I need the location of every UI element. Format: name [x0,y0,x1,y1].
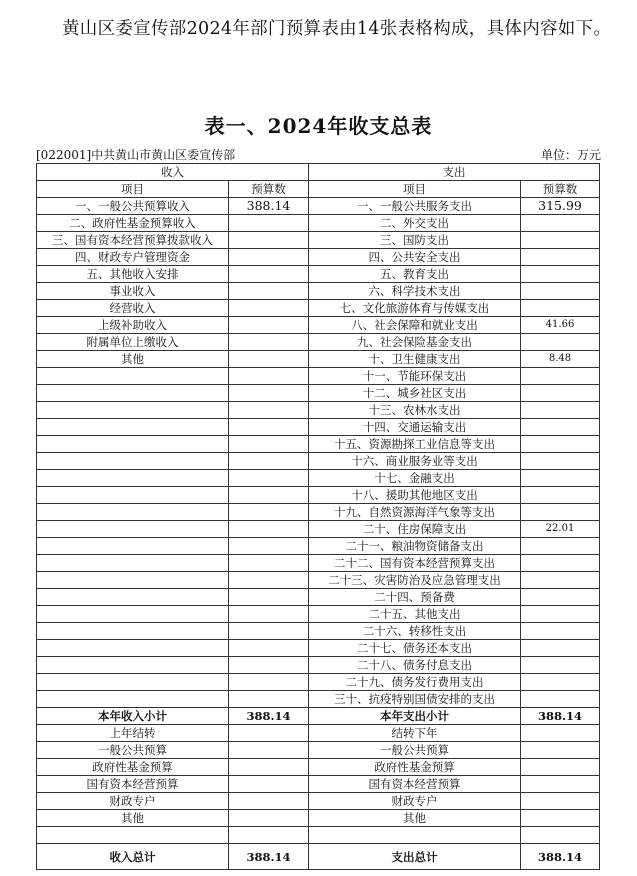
expense-item-header: 项目 [309,181,521,198]
income-value-cell [229,538,309,555]
income-item-cell: 二、政府性基金预算收入 [37,215,229,232]
expense-value-cell [521,300,600,317]
expense-value-cell [521,232,600,249]
expense-value-cell [521,657,600,674]
expense-item-cell: 六、科学技术支出 [309,283,521,300]
section-header-row [37,164,600,181]
table-row [37,453,600,470]
expense-item-cell: 二十二、国有资本经营预算支出 [309,555,521,572]
expense-item-cell: 三、国防支出 [309,232,521,249]
unit-label: 单位：万元 [540,148,601,162]
expense-value-cell [521,402,600,419]
income-value-cell [229,674,309,691]
expense-item-cell: 十七、金融支出 [309,470,521,487]
expense-item-cell: 十五、资源勘探工业信息等支出 [309,436,521,453]
table-row [37,657,600,674]
income-value-cell [229,317,309,334]
income-value-cell [229,402,309,419]
expense-value-cell [521,555,600,572]
table-row [37,266,600,283]
table-row [37,283,600,300]
income-item-cell [37,402,229,419]
expense-value-cell [521,793,600,810]
expense-value-cell [521,215,600,232]
expense-value-cell [521,266,600,283]
income-value-cell [229,810,309,827]
expense-item-cell: 二十九、债务发行费用支出 [309,674,521,691]
table-row [37,317,600,334]
table-title: 表一、2024年收支总表 [204,114,433,138]
income-item-cell: 事业收入 [37,283,229,300]
table-row [37,521,600,538]
income-item-cell [37,555,229,572]
income-value-cell [229,691,309,708]
expense-item-cell: 政府性基金预算 [309,759,521,776]
table-row [37,810,600,827]
budget-summary-table [36,163,600,870]
income-value-cell: 388.14 [229,708,309,725]
expense-value-cell [521,827,600,844]
income-item-cell [37,674,229,691]
income-item-cell: 政府性基金预算 [37,759,229,776]
expense-value-cell [521,674,600,691]
table-row [37,691,600,708]
expense-item-cell: 国有资本经营预算 [309,776,521,793]
income-item-cell [37,827,229,844]
income-value-cell [229,827,309,844]
income-value-cell [229,470,309,487]
income-value-cell [229,334,309,351]
income-item-cell: 本年收入小计 [37,708,229,725]
income-value-cell: 388.14 [229,844,309,870]
income-value-cell [229,419,309,436]
income-value-cell [229,640,309,657]
income-item-cell [37,691,229,708]
table-row [37,419,600,436]
expense-item-cell: 十、卫生健康支出 [309,351,521,368]
income-value-cell [229,249,309,266]
expense-item-cell: 二、外交支出 [309,215,521,232]
table-row [37,368,600,385]
expense-value-cell [521,572,600,589]
expense-item-cell: 四、公共安全支出 [309,249,521,266]
expense-value-cell [521,759,600,776]
expense-budget-header: 预算数 [521,181,600,198]
expense-item-cell: 五、教育支出 [309,266,521,283]
income-item-cell [37,572,229,589]
expense-item-cell: 二十四、预备费 [309,589,521,606]
expense-item-cell: 财政专户 [309,793,521,810]
expense-item-cell: 二十三、灾害防治及应急管理支出 [309,572,521,589]
unit-name: [022001]中共黄山市黄山区委宣传部 [36,148,236,162]
table-row [37,725,600,742]
expense-value-cell: 8.48 [521,351,600,368]
income-item-cell [37,640,229,657]
income-item-cell: 收入总计 [37,844,229,870]
income-item-cell [37,521,229,538]
expense-value-cell [521,776,600,793]
expense-value-cell [521,334,600,351]
expense-value-cell: 22.01 [521,521,600,538]
income-item-cell [37,368,229,385]
expense-value-cell: 388.14 [521,708,600,725]
income-value-cell [229,504,309,521]
income-item-cell: 其他 [37,810,229,827]
expense-item-cell: 一、一般公共服务支出 [309,198,521,215]
income-value-cell [229,521,309,538]
expense-item-cell: 本年支出小计 [309,708,521,725]
table-row [37,640,600,657]
expense-item-cell: 其他 [309,810,521,827]
table-row [37,300,600,317]
table-row [37,538,600,555]
expense-value-cell [521,589,600,606]
expense-item-cell: 十八、援助其他地区支出 [309,487,521,504]
table-row [37,402,600,419]
table-row [37,623,600,640]
expense-item-cell: 十六、商业服务业等支出 [309,453,521,470]
expense-value-cell [521,470,600,487]
income-value-cell [229,266,309,283]
income-value-cell [229,368,309,385]
table-row [37,215,600,232]
table-row [37,572,600,589]
expense-value-cell [521,249,600,266]
income-item-cell [37,419,229,436]
expense-item-cell: 二十六、转移性支出 [309,623,521,640]
income-item-cell [37,504,229,521]
income-header: 收入 [37,164,309,181]
income-item-cell [37,606,229,623]
table-row [37,742,600,759]
expense-item-cell: 十四、交通运输支出 [309,419,521,436]
expense-value-cell [521,487,600,504]
income-item-cell: 附属单位上缴收入 [37,334,229,351]
expense-value-cell [521,385,600,402]
income-value-cell [229,742,309,759]
income-value-cell [229,232,309,249]
income-value-cell [229,589,309,606]
income-value-cell: 388.14 [229,198,309,215]
expense-value-cell [521,606,600,623]
income-budget-header: 预算数 [229,181,309,198]
income-value-cell [229,300,309,317]
expense-item-cell: 一般公共预算 [309,742,521,759]
income-value-cell [229,215,309,232]
income-item-cell: 其他 [37,351,229,368]
intro-paragraph: 黄山区委宣传部2024年部门预算表由14张表格构成，具体内容如下。 [62,19,612,39]
table-row [37,249,600,266]
expense-item-cell: 结转下年 [309,725,521,742]
table-row [37,606,600,623]
table-row [37,827,600,844]
income-item-cell [37,657,229,674]
table-row [37,334,600,351]
expense-item-cell: 二十五、其他支出 [309,606,521,623]
income-value-cell [229,487,309,504]
expense-value-cell [521,742,600,759]
expense-value-cell: 388.14 [521,844,600,870]
expense-value-cell [521,283,600,300]
column-header-row [37,181,600,198]
table-row [37,232,600,249]
expense-value-cell: 41.66 [521,317,600,334]
expense-item-cell: 三十、抗疫特别国债安排的支出 [309,691,521,708]
expense-item-cell: 八、社会保障和就业支出 [309,317,521,334]
expense-value-cell [521,368,600,385]
income-value-cell [229,453,309,470]
income-value-cell [229,606,309,623]
income-item-cell: 四、财政专户管理资金 [37,249,229,266]
income-item-cell [37,623,229,640]
expense-item-cell: 二十、住房保障支出 [309,521,521,538]
expense-header: 支出 [309,164,600,181]
expense-item-cell: 二十七、债务还本支出 [309,640,521,657]
expense-value-cell [521,453,600,470]
expense-value-cell [521,419,600,436]
income-item-cell: 三、国有资本经营预算拨款收入 [37,232,229,249]
table-row [37,436,600,453]
income-value-cell [229,657,309,674]
table-row [37,504,600,521]
income-item-cell: 五、其他收入安排 [37,266,229,283]
table-row [37,793,600,810]
expense-item-cell: 二十一、粮油物资储备支出 [309,538,521,555]
expense-value-cell [521,810,600,827]
expense-item-cell: 十一、节能环保支出 [309,368,521,385]
expense-value-cell [521,691,600,708]
income-value-cell [229,436,309,453]
expense-item-cell: 十二、城乡社区支出 [309,385,521,402]
table-row [37,776,600,793]
income-value-cell [229,725,309,742]
income-item-cell [37,453,229,470]
income-item-cell [37,487,229,504]
table-row [37,589,600,606]
expense-value-cell [521,504,600,521]
income-item-header: 项目 [37,181,229,198]
income-item-cell: 一般公共预算 [37,742,229,759]
expense-value-cell [521,623,600,640]
income-value-cell [229,555,309,572]
income-item-cell [37,589,229,606]
expense-item-cell: 支出总计 [309,844,521,870]
income-value-cell [229,776,309,793]
income-item-cell: 上级补助收入 [37,317,229,334]
expense-value-cell [521,436,600,453]
expense-item-cell: 十九、自然资源海洋气象等支出 [309,504,521,521]
table-row [37,487,600,504]
income-item-cell [37,470,229,487]
expense-value-cell [521,725,600,742]
table-row [37,470,600,487]
income-item-cell: 上年结转 [37,725,229,742]
table-row [37,674,600,691]
expense-item-cell: 九、社会保险基金支出 [309,334,521,351]
expense-item-cell: 二十八、债务付息支出 [309,657,521,674]
table-row [37,759,600,776]
income-item-cell: 一、一般公共预算收入 [37,198,229,215]
table-row [37,351,600,368]
total-row [37,844,600,870]
income-value-cell [229,759,309,776]
income-item-cell [37,538,229,555]
expense-value-cell: 315.99 [521,198,600,215]
income-value-cell [229,793,309,810]
income-item-cell: 经营收入 [37,300,229,317]
income-item-cell: 国有资本经营预算 [37,776,229,793]
expense-item-cell: 十三、农林水支出 [309,402,521,419]
income-value-cell [229,351,309,368]
table-row [37,555,600,572]
expense-value-cell [521,640,600,657]
income-value-cell [229,623,309,640]
expense-item-cell [309,827,521,844]
expense-value-cell [521,538,600,555]
table-row [37,198,600,215]
income-value-cell [229,283,309,300]
subtotal-row [37,708,600,725]
income-item-cell [37,385,229,402]
income-value-cell [229,572,309,589]
income-value-cell [229,385,309,402]
income-item-cell: 财政专户 [37,793,229,810]
expense-item-cell: 七、文化旅游体育与传媒支出 [309,300,521,317]
table-row [37,385,600,402]
income-item-cell [37,436,229,453]
